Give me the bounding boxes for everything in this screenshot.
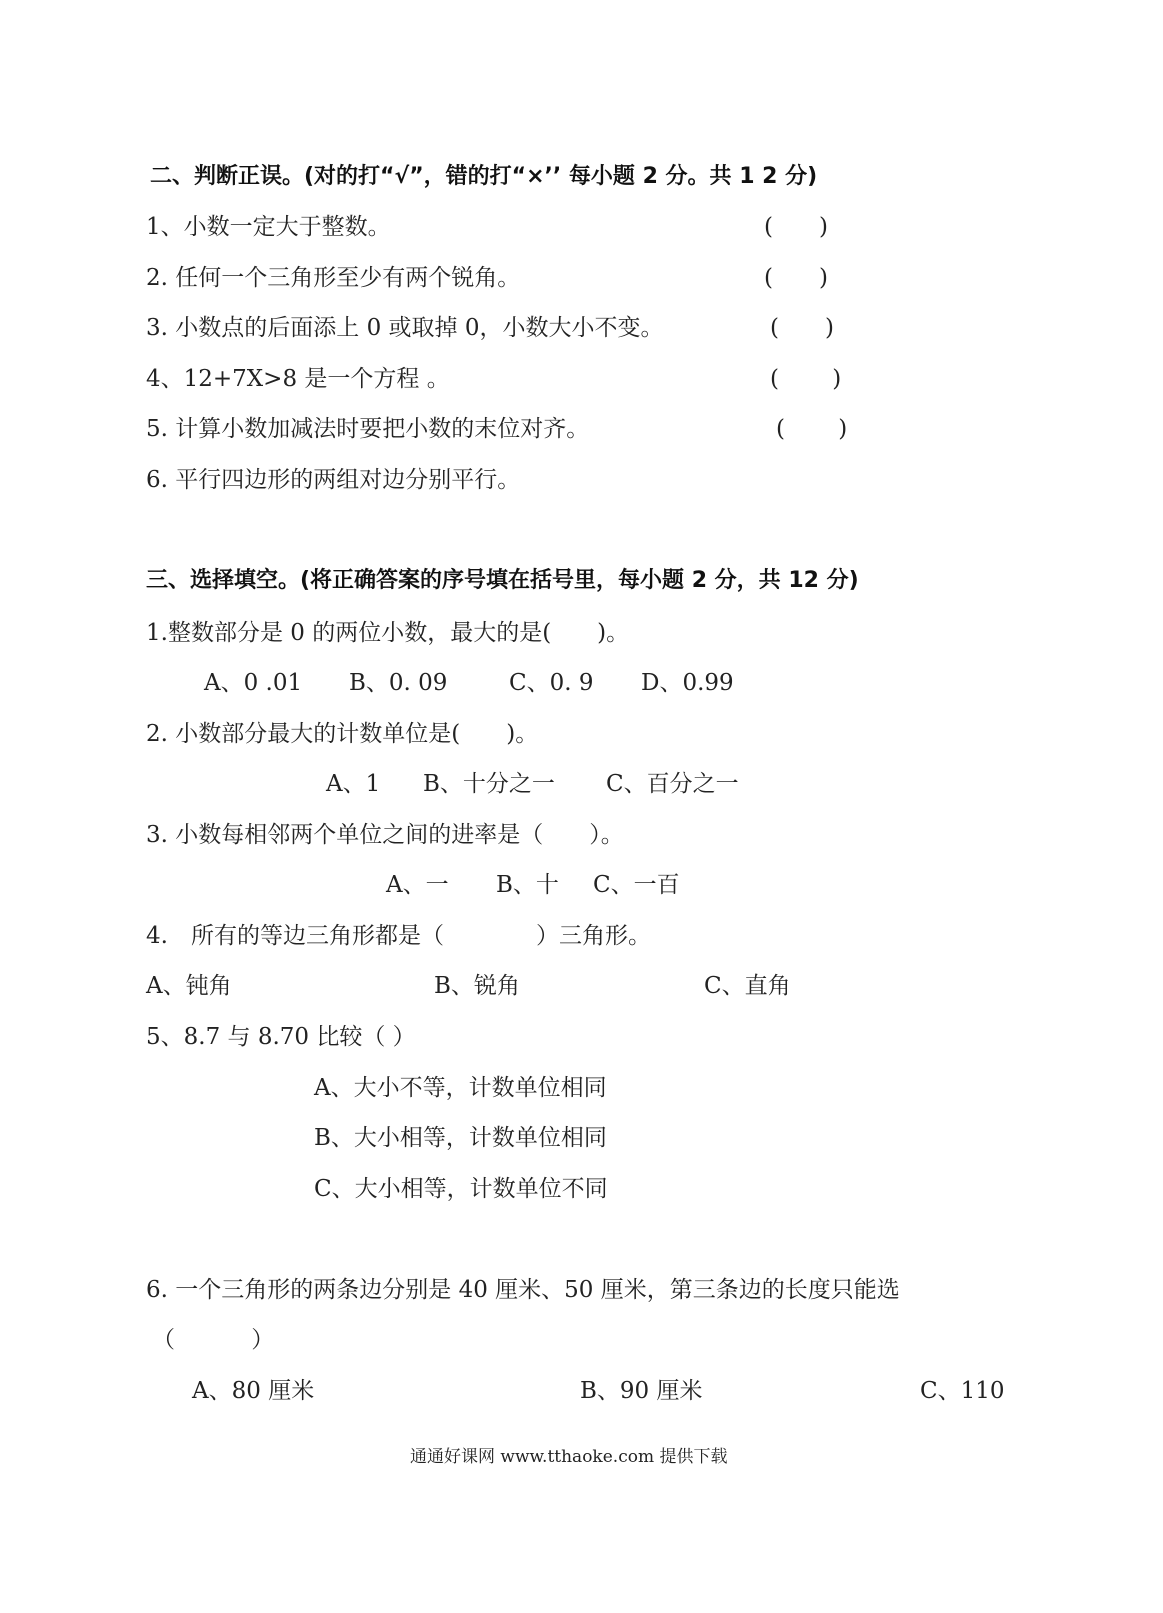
answer-bracket-5: ( ) xyxy=(776,416,848,442)
choice-question-1: 1.整数部分是 0 的两位小数，最大的是( )。 xyxy=(146,620,630,646)
q1-option-d: D、0.99 xyxy=(641,670,734,696)
q3-option-c: C、一百 xyxy=(593,872,680,898)
answer-bracket-1: ( ) xyxy=(764,214,828,240)
q2-option-c: C、百分之一 xyxy=(606,771,739,797)
answer-bracket-4: ( ) xyxy=(770,366,842,392)
answer-bracket-3: ( ) xyxy=(770,315,834,341)
q5-option-c: C、大小相等，计数单位不同 xyxy=(314,1176,608,1202)
judge-item-4: 4、12+7X>8 是一个方程 。 xyxy=(146,366,450,392)
answer-bracket-2: ( ) xyxy=(764,265,828,291)
page-footer: 通通好课网 www.tthaoke.com 提供下载 xyxy=(410,1447,728,1467)
q3-option-b: B、十 xyxy=(496,872,559,898)
q5-option-a: A、大小不等，计数单位相同 xyxy=(314,1075,607,1101)
judge-item-6: 6. 平行四边形的两组对边分别平行。 xyxy=(146,467,521,493)
q6-option-c: C、110 xyxy=(920,1378,1005,1404)
choice-question-5: 5、8.7 与 8.70 比较（ ） xyxy=(146,1024,416,1050)
choice-question-4: 4. 所有的等边三角形都是（ ）三角形。 xyxy=(146,923,651,949)
judge-item-1: 1、小数一定大于整数。 xyxy=(146,214,391,240)
q6-option-a: A、80 厘米 xyxy=(192,1378,315,1404)
choice-question-2: 2. 小数部分最大的计数单位是( )。 xyxy=(146,721,539,747)
judge-item-3: 3. 小数点的后面添上 0 或取掉 0，小数大小不变。 xyxy=(146,315,664,341)
q6-option-b: B、90 厘米 xyxy=(580,1378,703,1404)
section-3-heading: 三、选择填空。(将正确答案的序号填在括号里，每小题 2 分，共 12 分) xyxy=(146,568,859,593)
q1-option-b: B、0. 09 xyxy=(349,670,448,696)
q1-option-a: A、0 .01 xyxy=(204,670,303,696)
judge-item-2: 2. 任何一个三角形至少有两个锐角。 xyxy=(146,265,521,291)
q5-option-b: B、大小相等，计数单位相同 xyxy=(314,1125,607,1151)
choice-question-3: 3. 小数每相邻两个单位之间的进率是（ ）。 xyxy=(146,822,624,848)
q3-option-a: A、一 xyxy=(386,872,449,898)
q2-option-a: A、1 xyxy=(326,771,381,797)
q1-option-c: C、0. 9 xyxy=(509,670,594,696)
q4-option-c: C、直角 xyxy=(704,973,791,999)
judge-item-5: 5. 计算小数加减法时要把小数的末位对齐。 xyxy=(146,416,590,442)
q4-option-b: B、锐角 xyxy=(434,973,520,999)
section-2-heading: 二、判断正误。(对的打“√”，错的打“×’’ 每小题 2 分。共 1 2 分) xyxy=(150,164,818,189)
q2-option-b: B、十分之一 xyxy=(423,771,555,797)
q6-answer-blank: （ ） xyxy=(152,1327,275,1353)
q4-option-a: A、钝角 xyxy=(146,973,232,999)
choice-question-6: 6. 一个三角形的两条边分别是 40 厘米、50 厘米，第三条边的长度只能选 xyxy=(146,1277,900,1303)
